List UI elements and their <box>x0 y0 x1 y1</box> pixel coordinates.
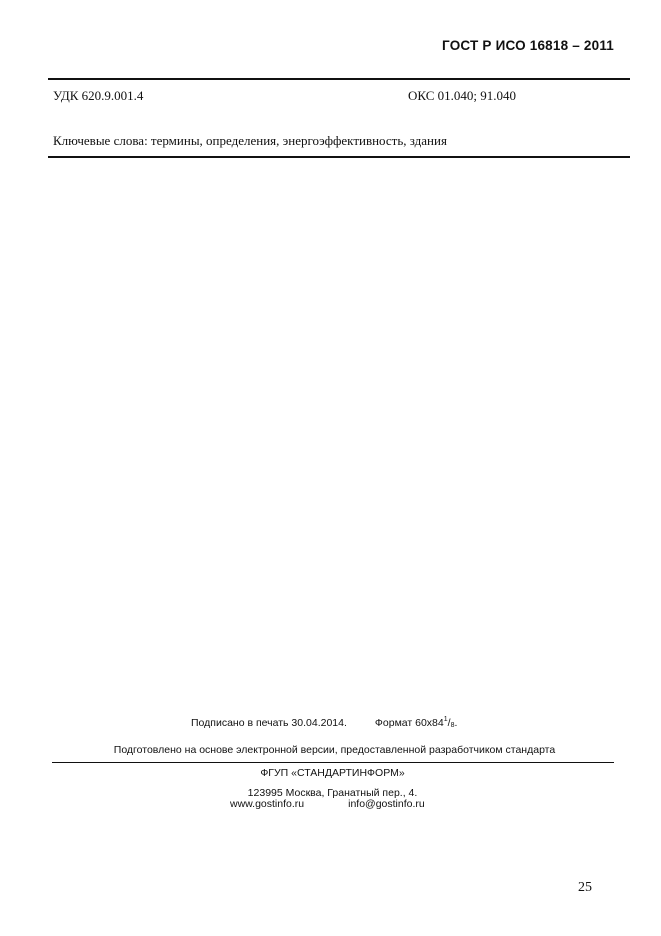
page-number: 25 <box>578 880 592 895</box>
keywords-line: Ключевые слова: термины, определения, энергоэффективность, здания <box>53 133 447 148</box>
format-label: Формат 60х84 <box>374 717 444 729</box>
format-suffix: . <box>454 717 458 729</box>
standard-designation: ГОСТ Р ИСО 16818 – 2011 <box>442 38 614 53</box>
website-link[interactable]: www.gostinfo.ru <box>230 798 305 810</box>
prepared-note: Подготовлено на основе электронной версии, предоставленной разработчиком стандарта <box>113 744 556 756</box>
imprint-divider <box>52 762 614 763</box>
format-denominator: 8 <box>450 722 455 729</box>
format-numerator: 1 <box>443 716 448 723</box>
header-divider <box>48 78 630 80</box>
email-link[interactable]: info@gostinfo.ru <box>348 798 425 810</box>
keywords-divider <box>48 156 630 158</box>
format-separator: / <box>447 717 451 729</box>
publisher-contacts <box>230 798 425 810</box>
signed-to-print-date: Подписано в печать 30.04.2014. <box>191 717 347 729</box>
oks-code: ОКС 01.040; 91.040 <box>408 88 517 103</box>
publisher-name: ФГУП «СТАНДАРТИНФОРМ» <box>260 767 405 779</box>
publisher-address: 123995 Москва, Гранатный пер., 4. <box>247 787 418 799</box>
signed-to-print-line <box>191 716 457 729</box>
udk-code: УДК 620.9.001.4 <box>53 88 144 103</box>
